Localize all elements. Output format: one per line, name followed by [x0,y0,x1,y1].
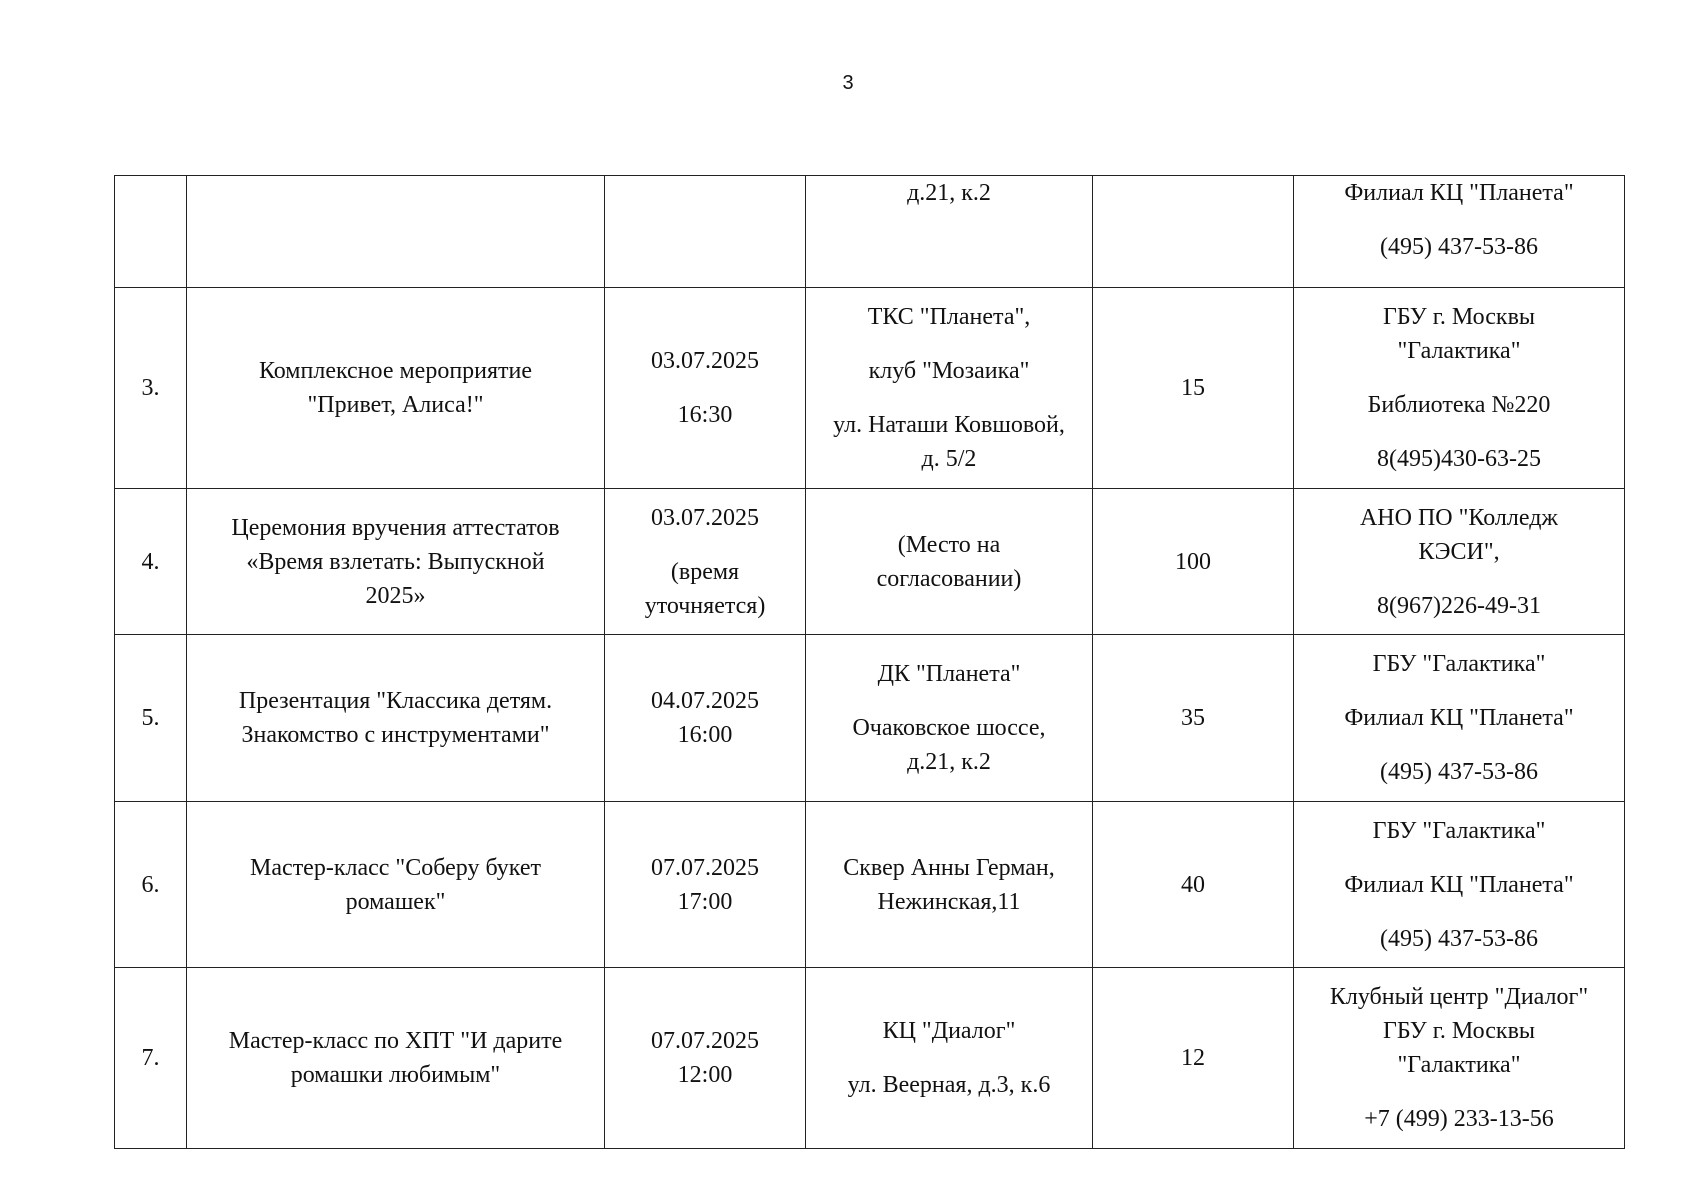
event-datetime [605,635,806,802]
event-line: "Привет, Алиса!" [307,392,484,418]
event-name [187,489,605,635]
row-number: 4. [115,489,187,635]
row-number: 7. [115,968,187,1149]
place-line: ТКС "Планета", [867,304,1031,330]
event-date: 04.07.2025 [651,688,759,714]
event-organizer [1294,968,1625,1149]
organizer-line: КЭСИ", [1418,538,1500,565]
event-line: ромашки любимым" [290,1062,501,1088]
event-name [187,635,605,802]
event-line: Знакомство с инструментами" [241,722,550,748]
event-date: 03.07.2025 [651,504,759,531]
organizer-line: Филиал КЦ "Планета" [1344,871,1574,898]
event-name [187,176,605,288]
event-name [187,968,605,1149]
place-line: Нежинская,11 [877,888,1021,915]
organizer-line: АНО ПО "Колледж [1359,504,1559,531]
organizer-line: +7 (499) 233-13-56 [1364,1106,1554,1132]
participants-count: 40 [1093,802,1294,968]
event-datetime [605,288,806,489]
organizer-line: (495) 437-53-86 [1380,925,1538,952]
organizer-line: "Галактика" [1397,1052,1521,1078]
organizer-line: Клубный центр "Диалог" [1329,984,1589,1010]
place-line: д.21, к.2 [907,180,991,206]
row-number: 3. [115,288,187,489]
organizer-line: ГБУ г. Москвы [1382,304,1536,330]
table-row [115,489,1625,635]
place-line: ул. Наташи Ковшовой, [833,412,1065,438]
place-line: Очаковское шоссе, [852,715,1046,741]
event-date: 07.07.2025 [651,854,759,881]
participants-count: 12 [1093,968,1294,1149]
event-time: 12:00 [677,1062,733,1088]
event-date: 07.07.2025 [651,1028,759,1054]
event-time: 16:00 [677,722,733,748]
event-datetime [605,802,806,968]
organizer-line: ГБУ "Галактика" [1372,817,1546,844]
organizer-line: "Галактика" [1397,338,1521,364]
event-place [806,489,1093,635]
participants-count: 35 [1093,635,1294,802]
event-line: ромашек" [345,888,446,915]
event-datetime [605,176,806,288]
event-datetime [605,968,806,1149]
event-line: Мастер-класс "Соберу букет [250,854,541,881]
event-time: (время уточняется) [644,558,766,619]
row-number [115,176,187,288]
organizer-line: ГБУ г. Москвы [1382,1018,1536,1044]
event-organizer [1294,489,1625,635]
place-line: ДК "Планета" [877,661,1021,687]
table-row [115,802,1625,968]
event-organizer [1294,288,1625,489]
page-number: 3 [842,72,854,94]
event-organizer [1294,176,1625,288]
event-line: Презентация "Классика детям. [238,688,553,714]
event-datetime [605,489,806,635]
place-line: ул. Веерная, д.3, к.6 [847,1072,1051,1098]
event-place [806,802,1093,968]
participants-count [1093,176,1294,288]
place-line: (Место на [897,531,1001,558]
event-line: Комплексное мероприятие [258,358,533,384]
event-place [806,968,1093,1149]
event-organizer [1294,635,1625,802]
organizer-line: ГБУ "Галактика" [1372,651,1546,677]
organizer-line: (495) 437-53-86 [1380,234,1538,260]
event-line: 2025» [365,582,426,609]
place-line: согласовании) [876,565,1022,592]
event-date: 03.07.2025 [651,348,759,374]
place-line: д. 5/2 [921,446,977,472]
table-row [115,288,1625,489]
row-number: 6. [115,802,187,968]
event-line: «Время взлетать: Выпускной [246,548,545,575]
events-table [114,175,1625,1149]
participants-count: 15 [1093,288,1294,489]
organizer-line: (495) 437-53-86 [1380,759,1538,785]
table-row [115,635,1625,802]
table-row [115,968,1625,1149]
event-place [806,176,1093,288]
organizer-line: 8(967)226-49-31 [1377,592,1541,619]
organizer-line: Филиал КЦ "Планета" [1344,180,1574,206]
place-line: клуб "Мозаика" [868,358,1030,384]
event-time: 16:30 [677,402,733,428]
organizer-line: 8(495)430-63-25 [1377,446,1541,472]
row-number: 5. [115,635,187,802]
event-line: Церемония вручения аттестатов [231,514,560,541]
event-place [806,288,1093,489]
place-line: д.21, к.2 [907,749,991,775]
place-line: КЦ "Диалог" [882,1018,1016,1044]
place-line: Сквер Анны Герман, [843,854,1055,881]
event-name [187,288,605,489]
event-line: Мастер-класс по ХПТ "И дарите [228,1028,563,1054]
event-time: 17:00 [677,888,733,915]
organizer-line: Библиотека №220 [1367,392,1551,418]
table-row [115,176,1625,288]
participants-count: 100 [1093,489,1294,635]
event-name [187,802,605,968]
organizer-line: Филиал КЦ "Планета" [1344,705,1574,731]
event-place [806,635,1093,802]
event-organizer [1294,802,1625,968]
